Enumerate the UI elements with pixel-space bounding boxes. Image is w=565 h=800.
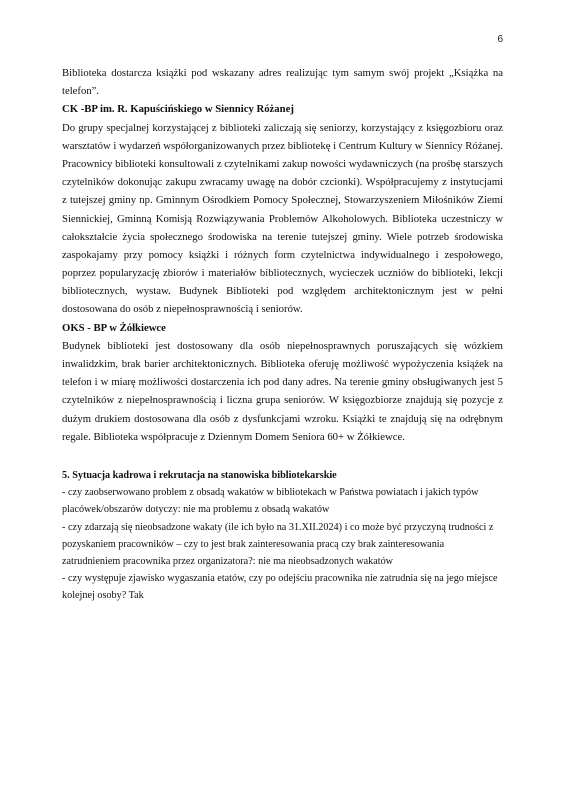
heading-oks-bp-zolkiewka: OKS - BP w Żółkiewce: [62, 321, 166, 334]
question-unfilled-vacancies: - czy zdarzają się nieobsadzone wakaty (ile ich było na 31.XII.2024) i co może być przyczyną trudności z pozyskaniem pracowników – czy to jest brak zainteresowania pracą czy brak zainteresowania zatrudnieniem pracownika przez organizatora?: nie ma nieobsadzonych wakatów: [62, 521, 494, 567]
page-body: [62, 64, 503, 604]
paragraph-siennica-rozana: Do grupy specjalnej korzystającej z biblioteki zaliczają się seniorzy, korzystający z księgozbioru oraz warsztatów i wydarzeń współorganizowanych przez bibliotekę i Centrum Kultury w Siennicy Różanej. Pracownicy biblioteki konsultowali z czytelnikami zakup nowości wydawniczych (na prośbę starszych czytelników dokonując zakupu zwracamy uwagę na dobór czcionki). Współpracujemy z instytucjami z tutejszej gminy np. Gminnym Ośrodkiem Pomocy Społecznej, Stowarzyszeniem Miłośników Ziemi Siennickiej, Gminną Komisją Rozwiązywania Problemów Alkoholowych. Biblioteka uczestniczy w całokształcie życia społecznego środowiska na terenie tutejszej gminy. Wiele potrzeb środowiska zaspokajamy przy pomocy książki i różnych form czytelnictwa indywidualnego i zespołowego, poprzez popularyzację zbiorów i materiałów bibliotecznych, wycieczek uczniów do biblioteki, lekcji bibliotecznych, wystaw. Budynek Biblioteki pod względem architektonicznym jest w pełni dostosowana do osób z niepełnosprawnością i seniorów.: [62, 121, 503, 316]
question-vacancy-problem: - czy zaobserwowano problem z obsadą wakatów w bibliotekach w Państwa powiatach i jakich typów placówek/obszarów dotyczy: nie ma problemu z obsadą wakatów: [62, 487, 479, 516]
paragraph-zolkiewka: Budynek biblioteki jest dostosowany dla osób niepełnosprawnych poruszających się wózkiem inwalidzkim, brak barier architektonicznych. Biblioteka oferuję możliwość wypożyczenia książek na telefon i w miarę możliwości dostarczenia ich pod dany adres. Na terenie gminy obsługiwanych jest 5 czytelników z niepełnosprawnością i liczna grupa seniorów. W księgozbiorze znajdują się pozycje z dużym drukiem dostosowana dla osób z dysfunkcjami wzroku. Książki te znajdują się na odrębnym regale. Biblioteka współpracuje z Dziennym Domem Seniora 60+ w Żółkiewce.: [62, 339, 503, 443]
paragraph-book-delivery: Biblioteka dostarcza książki pod wskazany adres realizując tym samym swój projekt „Książka na telefon”.: [62, 67, 503, 98]
page-number: 6: [497, 34, 503, 45]
question-position-phaseout: - czy występuje zjawisko wygaszania etatów, czy po odejściu pracownika nie zatrudnia się na jego miejsce kolejnej osoby? Tak: [62, 572, 498, 602]
section-heading-staffing: 5. Sytuacja kadrowa i rekrutacja na stanowiska bibliotekarskie: [62, 469, 337, 481]
heading-ck-bp-siennica-rozana: CK -BP im. R. Kapuścińskiego w Siennicy Różanej: [62, 103, 294, 116]
